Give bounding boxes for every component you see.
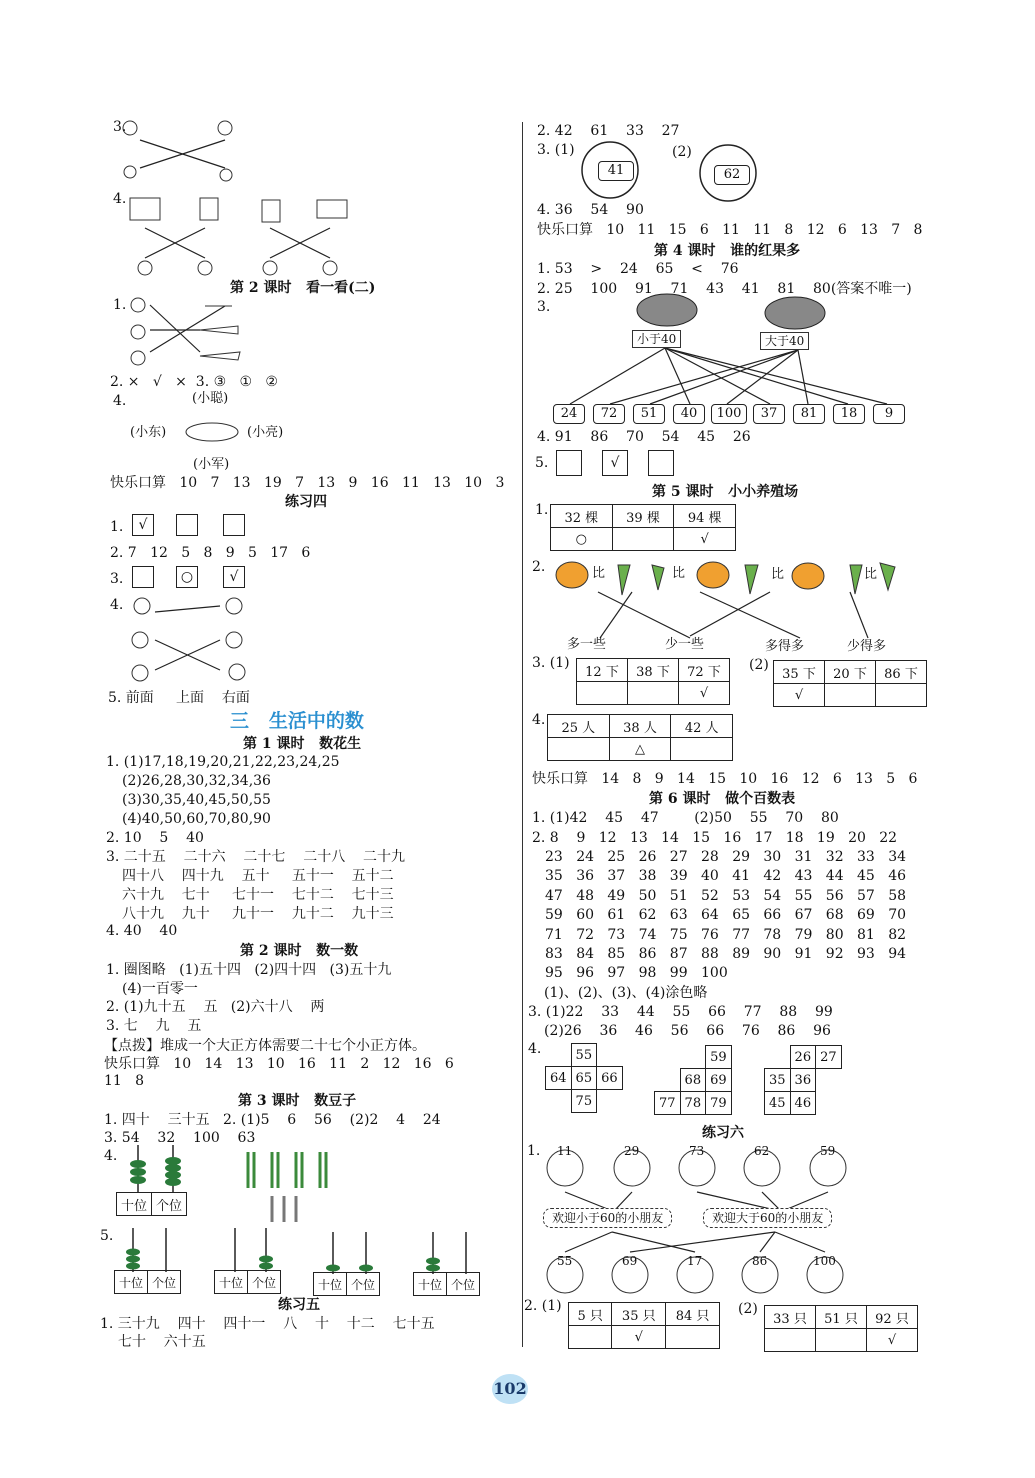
hundred-chart-cell: 89 [732,946,751,962]
l2-q4-bottom: (小军) [193,457,230,472]
s5-q1-table [550,504,736,551]
lx4-q4-label: 4. [110,597,124,613]
tens-label: 十位 [215,1271,248,1294]
hundred-chart-cell: 63 [669,907,688,924]
hundred-chart-cell: 84 [576,946,595,962]
hundred-chart-cell: 86 [638,946,657,962]
hundred-chart-cell: 68 [825,907,844,924]
l2-q1-label: 1. [113,297,127,313]
num-box: 72 [593,404,625,424]
s6-q4-label: 4. [528,1041,542,1057]
s3-q5-label: 5. [100,1228,114,1244]
table-cell: 33 只 [765,1306,816,1329]
tens-label: 十位 [414,1273,447,1296]
table-cell [876,684,927,707]
num-box: 18 [833,404,865,424]
compare-label-4: 少得多 [847,639,887,654]
num-box: 81 [793,404,825,424]
hat-number: 86 [752,1254,768,1268]
lesson2-title: 第 2 课时 看一看(二) [230,280,376,296]
r-kuaile: 快乐口算 10 11 15 6 11 11 8 12 6 13 7 8 [537,222,923,238]
column-divider [522,122,523,1347]
table-cell: 42 人 [671,715,733,738]
ones-label: 个位 [447,1273,480,1296]
hundred-chart-cell: 27 [669,849,688,865]
table-cell: 35 [765,1069,791,1092]
l2-q4-right: (小亮) [247,425,284,440]
hundred-chart-cell: 95 [545,965,563,982]
tens-label: 十位 [117,1193,152,1216]
hundred-chart-cell: 60 [576,907,595,924]
s4-q3-label: 3. [537,299,551,315]
lx6-q2-2-label: (2) [738,1301,758,1317]
hundred-chart-cell: 59 [545,907,563,924]
table-cell: 35 下 [774,661,825,684]
hundred-chart-cell: 82 [888,926,907,943]
table-cell: 5 只 [569,1303,612,1326]
num-box: 40 [673,404,705,424]
hat-number: 29 [624,1144,640,1158]
lx4-q5: 5. 前面 上面 右面 [108,690,250,706]
hundred-chart-cell: 50 [638,887,657,904]
table-cell: 68 [680,1069,706,1092]
lx4-q3-box-3: √ [223,566,245,588]
hundred-chart-cell: 40 [701,868,719,885]
table-cell: 46 [790,1092,816,1115]
hundred-chart-cell: 70 [888,907,907,924]
table-cell [816,1329,867,1352]
num-box: 100 [711,404,747,424]
hundred-chart-cell: 43 [794,868,813,885]
table-cell: √ [774,684,825,707]
lx5-q1-a: 1. 三十九 四十 四十一 八 十 十二 七十五 [100,1316,435,1332]
lx4-q2: 2. 7 12 5 8 9 5 17 6 [110,545,311,561]
hat-number: 73 [689,1144,705,1158]
s4-q5-box-2: √ [602,450,628,476]
s5-q1-label: 1. [535,502,549,518]
table-cell: 69 [706,1069,732,1092]
hundred-chart-cell: 90 [763,946,782,962]
unit3-title: 三 生活中的数 [230,710,364,732]
table-cell [548,738,610,761]
hat-number: 69 [622,1254,638,1268]
lx4-q3-label: 3. [110,571,124,587]
table-cell: 72 下 [679,659,730,682]
hundred-chart-cell: 85 [607,946,626,962]
coin-1-value: 41 [598,161,634,181]
hundred-chart-cell: 64 [701,907,719,924]
lx4-q1-box-2 [176,514,198,536]
lx4-q1-label: 1. [110,519,124,535]
lx4-q3-box-1 [132,566,154,588]
lx5-q1-b: 七十 六十五 [118,1334,206,1350]
tens-label: 十位 [314,1273,347,1296]
hundred-chart-cell: 96 [576,965,595,982]
hundred-chart-cell: 77 [732,926,751,943]
hundred-chart-cell: 55 [794,887,813,904]
s4-q4: 4. 91 86 70 54 45 26 [537,429,751,445]
num-box: 37 [753,404,785,424]
lx6-q1-label: 1. [527,1143,541,1159]
s2-q3: 3. 七 九 五 [106,1018,202,1034]
num-box: 24 [553,404,585,424]
hat-number: 100 [813,1254,836,1268]
hundred-chart-cell: 92 [825,946,844,962]
s5-q3-1-label: 3. (1) [532,655,570,671]
lx4-q1-box-1: √ [132,514,154,536]
hundred-chart-cell: 28 [701,849,719,865]
table-cell: 92 只 [867,1306,918,1329]
lx4-q1-box-3 [223,514,245,536]
lx4-q3-box-2: ○ [176,566,198,588]
lx6-q2-2-table [764,1305,918,1352]
s3-title: 第 3 课时 数豆子 [238,1093,357,1109]
s4-q5-box-3 [648,450,674,476]
hundred-chart-cell: 32 [825,849,844,865]
table-cell [612,528,674,551]
bi-label: 比 [771,567,785,582]
hundred-chart-cell: 52 [701,887,719,904]
hundred-chart-cell: 58 [888,887,907,904]
s3-q4-label: 4. [104,1148,118,1164]
s3-q1: 1. 四十 三十五 2. (1)5 6 56 (2)2 4 24 [104,1112,441,1128]
hundred-chart-cell: 94 [888,946,907,962]
hundred-chart-cell: 30 [763,849,782,865]
table-cell: 78 [680,1092,706,1115]
table-cell [569,1326,612,1349]
lx6-q2-1-table [568,1302,720,1349]
table-cell: 86 下 [876,661,927,684]
hundred-chart-cell: 97 [607,965,626,982]
hat-number: 55 [557,1254,573,1268]
s2-dianbo: 【点拨】堆成一个大正方体需要二十七个小正方体。 [104,1038,426,1054]
r-q3-2: (2) [672,144,692,160]
hundred-chart-cell: 83 [545,946,563,962]
table-cell: 59 [706,1046,732,1069]
table-cell: 20 下 [825,661,876,684]
s5-q3-2-label: (2) [749,657,769,673]
hundred-chart-cell: 91 [794,946,813,962]
ones-label: 个位 [152,1193,187,1216]
s1-q1-4: (4)40,50,60,70,80,90 [122,811,271,827]
s5-q3-1-table [576,658,730,705]
hundred-chart-cell: 65 [732,907,751,924]
abacus-q4-base [116,1192,187,1216]
table-cell: 38 人 [609,715,671,738]
hundred-chart-cell: 51 [669,887,688,904]
s2-q1-a: 1. 圈图略 (1)五十四 (2)四十四 (3)五十九 [106,962,392,978]
hundred-chart-cell: 31 [794,849,813,865]
s5-kuaile: 快乐口算 14 8 9 14 15 10 16 12 6 13 5 6 [532,771,918,787]
table-cell: 25 人 [548,715,610,738]
hundred-chart-cell: 79 [794,926,813,943]
hundred-chart-cell: 74 [638,926,657,943]
hundred-chart-cell: 87 [669,946,688,962]
hundred-chart-cell: 46 [888,868,907,885]
bi-label: 比 [672,566,686,581]
s4-q5-box-1 [556,450,582,476]
less-than-40-tag: 小于40 [632,330,681,348]
s5-q2-label: 2. [532,559,546,575]
l2-q4-label: 4. [113,393,127,409]
kuaile-kousuan-1: 快乐口算 10 7 13 19 7 13 9 16 11 13 10 3 [110,475,505,491]
hundred-chart-cell: 33 [857,849,875,865]
s5-q3-2-table [773,660,927,707]
hundred-chart-cell: 26 [638,849,657,865]
table-cell: √ [612,1326,666,1349]
hundred-chart-cell: 100 [701,965,728,982]
ones-label: 个位 [347,1273,380,1296]
compare-label-1: 多一些 [567,637,607,652]
s1-q3-r1: 3. 二十五 二十六 二十七 二十八 二十九 [106,849,406,865]
lianxi5-title: 练习五 [278,1297,320,1313]
q4-label: 4. [113,191,127,207]
table-cell: 39 棵 [612,505,674,528]
num-box: 51 [633,404,665,424]
hundred-chart-cell: 66 [763,907,782,924]
table-cell: 77 [655,1092,681,1115]
table-cell: 12 下 [577,659,628,682]
ones-label: 个位 [148,1271,181,1294]
r-q4: 4. 36 54 90 [537,202,644,218]
abacus-q5-1 [114,1270,181,1294]
l2-q4-top: (小聪) [192,391,229,406]
hundred-chart-cell: 71 [545,926,563,943]
table-cell [671,738,733,761]
bi-label: 比 [864,567,878,582]
lianxi4-title: 练习四 [285,494,327,510]
hundred-chart-cell: 69 [857,907,875,924]
bi-label: 比 [592,566,606,581]
l2-q4-left: (小东) [130,425,167,440]
compare-label-2: 少一些 [665,637,705,652]
hundred-chart-cell: 62 [638,907,657,924]
table-cell: √ [674,528,736,551]
hat-number: 62 [754,1144,770,1158]
table-cell: △ [609,738,671,761]
table-cell [628,682,679,705]
ones-label: 个位 [248,1271,281,1294]
s1-q2: 2. 10 5 40 [106,830,204,846]
hundred-chart-cell: 98 [638,965,657,982]
cross-puzzle-2 [654,1045,732,1115]
table-cell: 32 棵 [551,505,613,528]
table-cell: 26 [790,1046,816,1069]
hat-number: 11 [557,1144,573,1158]
lianxi6-title: 练习六 [702,1125,744,1141]
coin-2-value: 62 [714,165,750,185]
tens-label: 十位 [115,1271,148,1294]
hundred-chart-cell: 42 [763,868,782,885]
s4-q5-label: 5. [535,455,549,471]
hundred-chart-cell: 56 [825,887,844,904]
hundred-chart-cell: 61 [607,907,626,924]
table-cell: √ [867,1329,918,1352]
table-cell: 79 [706,1092,732,1115]
table-cell: 94 棵 [674,505,736,528]
s4-q1: 1. 53 > 24 65 < 76 [537,261,739,277]
table-cell [577,682,628,705]
s1-q3-r2: 四十八 四十九 五十 五十一 五十二 [122,868,394,884]
s5-q4-label: 4. [532,712,546,728]
s6-q1: 1. (1)42 45 47 (2)50 55 70 80 [532,810,839,826]
table-cell: 36 [790,1069,816,1092]
r-q3-1: 3. (1) [537,142,575,158]
s2-q2: 2. (1)九十五 五 (2)六十八 两 [106,999,325,1015]
s3-q3: 3. 54 32 100 63 [104,1130,256,1146]
s1-title: 第 1 课时 数花生 [243,736,362,752]
hundred-chart-cell: 25 [607,849,626,865]
table-cell [825,684,876,707]
hundred-chart-cell: 38 [638,868,657,885]
cross-puzzle-3 [764,1045,842,1115]
table-cell: 45 [765,1092,791,1115]
table-cell [765,1329,816,1352]
compare-label-3: 多得多 [765,639,805,654]
hundred-chart-cell: 45 [857,868,875,885]
hundred-chart-cell: 36 [576,868,595,885]
hundred-chart-cell: 53 [732,887,751,904]
s6-q3-2: (2)26 36 46 56 66 76 86 96 [544,1023,831,1039]
hundred-chart-cell: 73 [607,926,626,943]
hundred-chart-cell: 24 [576,849,595,865]
hundred-chart-cell: 35 [545,868,563,885]
s2-kuaile: 快乐口算 10 14 13 10 16 11 2 12 16 6 [104,1056,454,1072]
s1-q1-3: (3)30,35,40,45,50,55 [122,792,271,808]
table-cell: 51 只 [816,1306,867,1329]
s1-q1-2: (2)26,28,30,32,34,36 [122,773,271,789]
table-cell: 84 只 [666,1303,720,1326]
table-cell: 75 [571,1090,597,1113]
s6-q3-1: 3. (1)22 33 44 55 66 77 88 99 [528,1004,833,1020]
table-cell: 38 下 [628,659,679,682]
s4-q2: 2. 25 100 91 71 43 41 81 80(答案不唯一) [537,281,912,297]
hundred-chart-cell: 41 [732,868,751,885]
s2-kuaile-2: 11 8 [104,1073,145,1089]
hundred-chart-cell: 93 [857,946,875,962]
s2-q1-b: (4)一百零一 [122,981,198,997]
hundred-chart-cell: 76 [701,926,719,943]
s6-title: 第 6 课时 做个百数表 [649,791,796,807]
table-cell: 66 [597,1067,623,1090]
l2-q2: 2. × √ × 3. ③ ① ② [110,374,278,390]
hundred-chart-cell: 49 [607,887,626,904]
hundred-chart-cell: 34 [888,849,907,865]
hundred-chart-cell: 78 [763,926,782,943]
num-box: 9 [873,404,905,424]
table-cell: √ [679,682,730,705]
s1-q1-1: 1. (1)17,18,19,20,21,22,23,24,25 [106,754,340,770]
hundred-chart-cell: 29 [732,849,751,865]
hundred-chart-cell: 88 [701,946,719,962]
hundred-chart-cell: 37 [607,868,626,885]
hundred-chart-cell: 54 [763,887,782,904]
table-cell: 27 [816,1046,842,1069]
table-cell: ○ [551,528,613,551]
abacus-q5-2 [214,1270,281,1294]
table-cell: 35 只 [612,1303,666,1326]
abacus-q5-4 [413,1272,480,1296]
hundred-chart-cell: 48 [576,887,595,904]
s1-q3-r4: 八十九 九十 九十一 九十二 九十三 [122,906,394,922]
welcome-more-sign: 欢迎大于60的小朋友 [703,1208,832,1228]
table-cell: 65 [571,1067,597,1090]
table-cell: 64 [546,1067,572,1090]
s5-title: 第 5 课时 小小养殖场 [652,484,799,500]
abacus-q5-3 [313,1272,380,1296]
hat-number: 59 [820,1144,836,1158]
hundred-chart-cell: 39 [669,868,688,885]
hundred-chart-cell: 75 [669,926,688,943]
hundred-chart-cell: 57 [857,887,875,904]
welcome-less-sign: 欢迎小于60的小朋友 [543,1208,672,1228]
q3-label: 3. [113,119,127,135]
lx6-q2-1-label: 2. (1) [524,1298,562,1314]
hat-number: 17 [687,1254,703,1268]
hundred-chart-cell: 67 [794,907,813,924]
s1-q4: 4. 40 40 [106,923,178,939]
hundred-chart-cell: 23 [545,849,563,865]
hundred-chart-cell: 72 [576,926,595,943]
hundred-chart-cell: 80 [825,926,844,943]
hundred-chart-cell: 99 [669,965,688,982]
hundred-chart-cell: 47 [545,887,563,904]
s1-q3-r3: 六十九 七十 七十一 七十二 七十三 [122,887,394,903]
cross-puzzle-1 [545,1043,623,1113]
r-q2: 2. 42 61 33 27 [537,123,680,139]
s6-q2-row0: 2. 8 9 12 13 14 15 16 17 18 19 20 22 [532,830,898,846]
table-cell: 55 [571,1044,597,1067]
more-than-40-tag: 大于40 [760,332,809,350]
hundred-chart-cell: 81 [857,926,875,943]
page-number: 102 [492,1374,528,1404]
s2-title: 第 2 课时 数一数 [240,943,359,959]
hundred-chart-cell: 44 [825,868,844,885]
table-cell [666,1326,720,1349]
s6-q2-note: (1)、(2)、(3)、(4)涂色略 [544,985,708,1001]
s5-q4-table [547,714,733,761]
s4-title: 第 4 课时 谁的红果多 [654,243,801,259]
